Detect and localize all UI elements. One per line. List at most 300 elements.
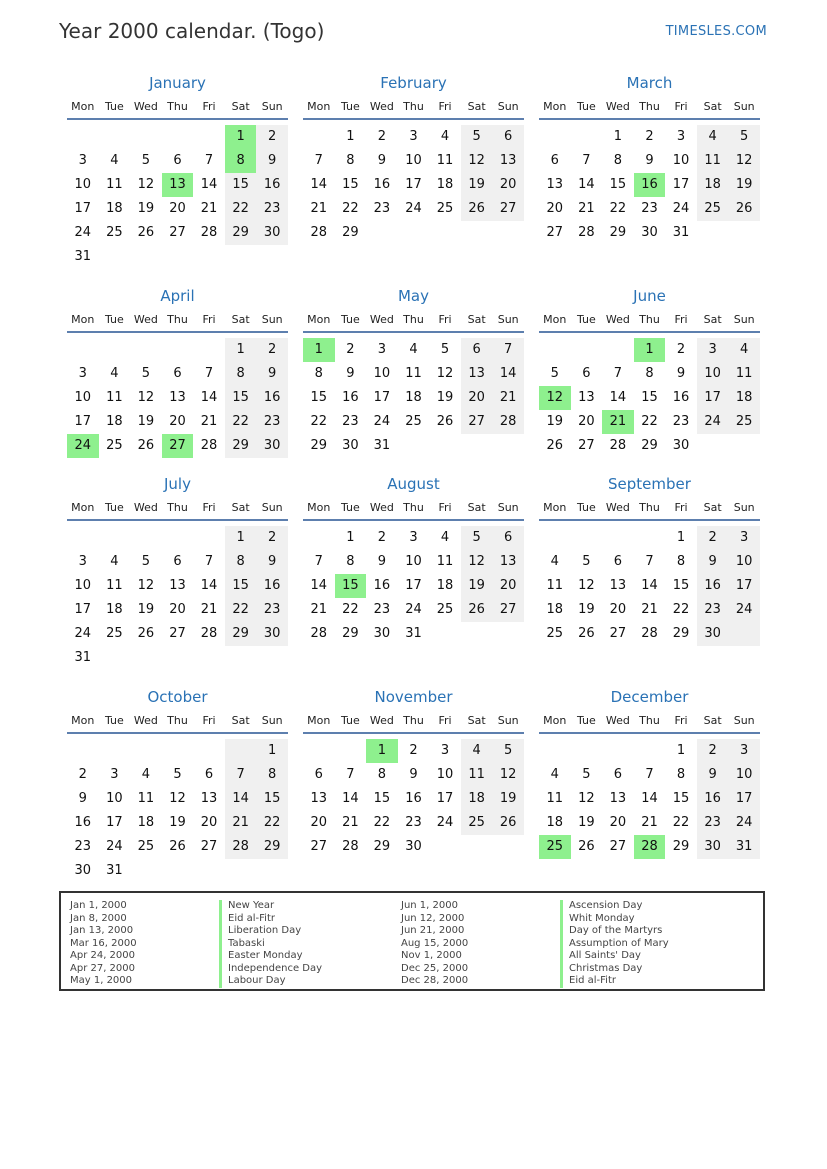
weekday-label: Tue: [340, 501, 360, 514]
day-cell: 6: [472, 342, 481, 357]
day-cell: 3: [78, 153, 87, 168]
day-cell: 19: [169, 815, 186, 830]
month-name: February: [380, 74, 447, 92]
legend-date: Jun 1, 2000: [401, 900, 458, 911]
day-cell: 26: [436, 414, 454, 429]
day-cell: 2: [268, 129, 277, 144]
day-cell: 25: [735, 414, 753, 429]
day-cell: 31: [74, 249, 92, 264]
day-cell: 3: [440, 743, 450, 758]
day-cell: 12: [578, 791, 595, 806]
weekday-label: Mon: [71, 714, 95, 727]
day-cell: 16: [672, 390, 690, 405]
day-cell: 29: [672, 839, 690, 854]
day-cell: 14: [310, 177, 328, 192]
day-cell: 25: [704, 201, 721, 216]
day-cell: 14: [641, 791, 658, 806]
holiday-day-cell: 28: [634, 835, 666, 859]
day-cell: 11: [106, 390, 123, 405]
day-cell: 4: [550, 554, 559, 569]
legend-holiday-name: Day of the Martyrs: [569, 925, 663, 936]
day-cell: 30: [263, 438, 281, 453]
day-cell: 11: [436, 554, 454, 569]
month-name: July: [164, 475, 191, 493]
day-cell: 31: [373, 438, 391, 453]
day-cell: 24: [704, 414, 721, 429]
weekday-label: Wed: [605, 313, 630, 326]
holiday-day-cell: 16: [634, 173, 666, 197]
weekday-label: Sun: [497, 501, 519, 514]
day-cell: 10: [74, 578, 92, 593]
weekday-header: [539, 714, 760, 734]
day-cell: 15: [342, 177, 359, 192]
weekday-label: Thu: [639, 501, 660, 514]
weekday-label: Thu: [639, 714, 660, 727]
day-cell: 22: [672, 602, 690, 617]
legend-holiday-name: Eid al-Fitr: [228, 912, 275, 924]
legend-names-right: [560, 900, 669, 988]
weekday-label: Sun: [733, 714, 755, 727]
weekday-label: Mon: [307, 501, 331, 514]
day-cell: 27: [499, 201, 517, 216]
day-cell: 4: [409, 342, 418, 357]
day-cell: 5: [740, 129, 749, 144]
weekday-label: Tue: [104, 100, 124, 113]
month-name: January: [149, 74, 206, 92]
day-cell: 22: [342, 602, 359, 617]
weekday-label: Tue: [340, 100, 360, 113]
day-cell: 10: [405, 153, 422, 168]
legend-date: Nov 1, 2000: [401, 950, 462, 961]
legend-date: Jan 1, 2000: [70, 900, 127, 911]
day-cell: 13: [578, 390, 595, 405]
day-cell: 19: [735, 177, 753, 192]
day-cell: 27: [546, 225, 564, 240]
day-cell: 8: [676, 554, 686, 569]
weekday-label: Mon: [543, 501, 567, 514]
day-cell: 6: [613, 767, 623, 782]
weekday-header: [303, 313, 524, 333]
weekday-label: Mon: [543, 714, 567, 727]
legend-date: Jan 13, 2000: [70, 925, 134, 936]
day-cell: 23: [263, 201, 281, 216]
day-cell: 16: [704, 578, 721, 593]
day-cell: 21: [641, 602, 658, 617]
day-cell: 8: [314, 366, 323, 381]
day-cell: 20: [310, 815, 328, 830]
day-cell: 7: [645, 767, 654, 782]
day-cell: 11: [735, 366, 753, 381]
day-cell: 1: [236, 342, 245, 357]
weekday-label: Tue: [576, 501, 596, 514]
legend-holiday-name: Assumption of Mary: [569, 937, 669, 949]
weekday-label: Sat: [467, 501, 486, 514]
day-cell: 26: [468, 602, 485, 617]
weekday-label: Sat: [703, 100, 722, 113]
day-cell: 15: [232, 578, 249, 593]
day-cell: 1: [346, 530, 355, 545]
legend-holiday-name: Ascension Day: [569, 900, 643, 911]
holiday-day-cell: 27: [162, 434, 194, 458]
day-cell: 31: [735, 839, 753, 854]
day-cell: 10: [672, 153, 690, 168]
day-cell: 17: [74, 414, 92, 429]
weekday-label: Wed: [133, 501, 158, 514]
day-cell: 2: [268, 342, 277, 357]
weekday-label: Sat: [703, 313, 722, 326]
day-cell: 17: [704, 390, 721, 405]
weekday-label: Sun: [261, 313, 283, 326]
day-cell: 28: [499, 414, 517, 429]
day-cell: 30: [704, 839, 721, 854]
holiday-day-cell: 1: [303, 338, 335, 362]
weekday-label: Sat: [703, 501, 722, 514]
day-cell: 30: [405, 839, 422, 854]
day-cell: 4: [440, 129, 450, 144]
day-cell: 30: [672, 438, 690, 453]
weekday-label: Tue: [104, 714, 124, 727]
day-cell: 12: [468, 554, 485, 569]
day-cell: 13: [169, 578, 186, 593]
day-cell: 11: [468, 767, 485, 782]
day-cell: 24: [436, 815, 454, 830]
day-cell: 7: [504, 342, 513, 357]
day-cell: 5: [472, 129, 481, 144]
legend-date: Dec 28, 2000: [401, 975, 469, 986]
weekday-label: Fri: [202, 501, 216, 514]
day-cell: 11: [137, 791, 155, 806]
day-cell: 22: [232, 414, 249, 429]
day-cell: 13: [609, 578, 627, 593]
day-cell: 6: [314, 767, 323, 782]
day-cell: 12: [137, 390, 155, 405]
holiday-day-cell: 24: [67, 434, 99, 458]
weekday-label: Mon: [307, 313, 331, 326]
day-cell: 29: [263, 839, 281, 854]
weekday-label: Thu: [167, 501, 188, 514]
day-cell: 21: [200, 602, 218, 617]
day-cell: 8: [346, 153, 355, 168]
day-cell: 23: [641, 201, 658, 216]
weekday-header: [539, 100, 760, 120]
day-cell: 26: [735, 201, 753, 216]
weekday-label: Wed: [133, 100, 158, 113]
day-cell: 2: [676, 342, 686, 357]
day-cell: 4: [472, 743, 481, 758]
day-cell: 16: [74, 815, 92, 830]
weekday-label: Fri: [438, 501, 452, 514]
day-cell: 28: [232, 839, 249, 854]
day-cell: 14: [200, 578, 218, 593]
day-cell: 24: [405, 201, 422, 216]
day-cell: 22: [641, 414, 658, 429]
day-cell: 31: [74, 650, 92, 665]
day-cell: 4: [708, 129, 717, 144]
day-cell: 2: [645, 129, 654, 144]
day-cell: 25: [436, 201, 454, 216]
legend-holiday-name: Whit Monday: [569, 912, 635, 924]
day-cell: 15: [672, 791, 690, 806]
day-cell: 7: [582, 153, 591, 168]
day-cell: 1: [676, 743, 686, 758]
weekday-header: [539, 313, 760, 333]
weekday-label: Fri: [438, 313, 452, 326]
day-cell: 23: [373, 201, 391, 216]
day-cell: 10: [735, 554, 753, 569]
day-cell: 14: [310, 578, 328, 593]
weekday-label: Thu: [167, 714, 188, 727]
day-cell: 1: [268, 743, 277, 758]
day-cell: 19: [578, 602, 595, 617]
day-cell: 2: [409, 743, 418, 758]
holiday-day-cell: 8: [225, 149, 257, 173]
day-cell: 14: [499, 366, 517, 381]
day-cell: 22: [232, 602, 249, 617]
day-cell: 21: [641, 815, 658, 830]
weekday-header: [67, 100, 288, 120]
day-cell: 14: [609, 390, 627, 405]
day-cell: 24: [74, 626, 92, 641]
day-cell: 11: [546, 578, 564, 593]
weekday-label: Fri: [674, 714, 688, 727]
day-cell: 12: [468, 153, 485, 168]
day-cell: 28: [200, 225, 218, 240]
brand-link[interactable]: TIMESLES.COM: [665, 24, 767, 39]
day-cell: 21: [310, 602, 328, 617]
month-name: October: [147, 688, 208, 706]
legend-holiday-name: All Saints' Day: [569, 950, 641, 961]
weekday-label: Sat: [467, 313, 486, 326]
legend-date: Mar 16, 2000: [70, 937, 137, 949]
day-cell: 5: [472, 530, 481, 545]
day-cell: 19: [578, 815, 595, 830]
day-cell: 14: [342, 791, 359, 806]
weekday-header: [539, 501, 760, 521]
day-cell: 3: [708, 342, 717, 357]
day-cell: 10: [74, 177, 92, 192]
day-cell: 12: [137, 177, 155, 192]
weekday-label: Thu: [167, 100, 188, 113]
day-cell: 19: [137, 414, 155, 429]
month-name: September: [608, 475, 691, 493]
day-cell: 6: [582, 366, 591, 381]
day-cell: 3: [409, 129, 418, 144]
day-cell: 29: [641, 438, 658, 453]
day-cell: 30: [74, 863, 92, 878]
weekday-label: Sun: [261, 501, 283, 514]
day-cell: 5: [141, 366, 151, 381]
day-cell: 5: [504, 743, 513, 758]
day-cell: 13: [310, 791, 328, 806]
day-cell: 22: [609, 201, 627, 216]
day-cell: 18: [704, 177, 721, 192]
day-cell: 16: [373, 578, 391, 593]
day-cell: 2: [78, 767, 87, 782]
weekday-label: Tue: [576, 313, 596, 326]
day-cell: 23: [342, 414, 359, 429]
day-cell: 9: [676, 366, 686, 381]
day-cell: 24: [74, 225, 92, 240]
day-cell: 11: [704, 153, 721, 168]
day-cell: 26: [137, 626, 155, 641]
day-cell: 20: [578, 414, 595, 429]
day-cell: 7: [204, 366, 214, 381]
day-cell: 17: [373, 390, 391, 405]
day-cell: 24: [405, 602, 422, 617]
day-cell: 15: [609, 177, 627, 192]
legend-dates-right: [401, 900, 468, 988]
day-cell: 3: [676, 129, 686, 144]
holiday-day-cell: 25: [539, 835, 571, 859]
day-cell: 19: [137, 602, 155, 617]
day-cell: 19: [546, 414, 564, 429]
day-cell: 17: [74, 201, 92, 216]
month-name: November: [374, 688, 453, 706]
day-cell: 18: [436, 177, 454, 192]
day-cell: 16: [263, 390, 281, 405]
weekday-label: Mon: [307, 714, 331, 727]
day-cell: 11: [436, 153, 454, 168]
weekday-label: Fri: [438, 714, 452, 727]
day-cell: 25: [106, 626, 123, 641]
day-cell: 17: [74, 602, 92, 617]
day-cell: 15: [232, 390, 249, 405]
day-cell: 25: [137, 839, 155, 854]
weekday-header: [67, 313, 288, 333]
day-cell: 28: [200, 626, 218, 641]
day-cell: 7: [236, 767, 245, 782]
day-cell: 31: [405, 626, 422, 641]
weekday-label: Fri: [438, 100, 452, 113]
day-cell: 9: [708, 767, 717, 782]
day-cell: 2: [268, 530, 277, 545]
holiday-day-cell: 12: [539, 386, 571, 410]
day-cell: 24: [672, 201, 690, 216]
day-cell: 28: [609, 438, 627, 453]
day-cell: 14: [200, 390, 218, 405]
month-name: May: [397, 287, 429, 305]
day-cell: 13: [609, 791, 627, 806]
day-cell: 30: [641, 225, 658, 240]
day-cell: 27: [468, 414, 485, 429]
weekday-label: Tue: [340, 313, 360, 326]
day-cell: 9: [346, 366, 355, 381]
day-cell: 25: [106, 438, 123, 453]
weekday-label: Thu: [403, 714, 424, 727]
day-cell: 9: [78, 791, 87, 806]
day-cell: 24: [373, 414, 391, 429]
weekday-label: Fri: [202, 313, 216, 326]
weekday-label: Tue: [340, 714, 360, 727]
day-cell: 4: [110, 554, 119, 569]
day-cell: 8: [645, 366, 654, 381]
day-cell: 21: [200, 414, 218, 429]
weekday-label: Mon: [543, 313, 567, 326]
day-cell: 21: [578, 201, 595, 216]
day-cell: 5: [582, 767, 591, 782]
day-cell: 16: [405, 791, 422, 806]
day-cell: 21: [310, 201, 328, 216]
day-cell: 28: [200, 438, 218, 453]
month-name: June: [633, 287, 666, 305]
month-name: August: [387, 475, 440, 493]
day-cell: 21: [200, 201, 218, 216]
day-cell: 26: [468, 201, 485, 216]
day-cell: 27: [310, 839, 328, 854]
day-cell: 3: [409, 530, 418, 545]
day-cell: 20: [609, 815, 627, 830]
day-cell: 25: [106, 225, 123, 240]
day-cell: 9: [645, 153, 654, 168]
day-cell: 12: [169, 791, 186, 806]
day-cell: 12: [137, 578, 155, 593]
day-cell: 12: [499, 767, 517, 782]
day-cell: 10: [373, 366, 391, 381]
day-cell: 28: [310, 225, 328, 240]
day-cell: 18: [436, 578, 454, 593]
day-cell: 7: [314, 153, 323, 168]
holiday-day-cell: 13: [162, 173, 194, 197]
day-cell: 15: [672, 578, 690, 593]
day-cell: 27: [609, 839, 627, 854]
day-cell: 10: [704, 366, 721, 381]
day-cell: 11: [546, 791, 564, 806]
day-cell: 27: [609, 626, 627, 641]
day-cell: 10: [405, 554, 422, 569]
day-cell: 9: [409, 767, 418, 782]
weekday-label: Fri: [202, 714, 216, 727]
day-cell: 28: [578, 225, 595, 240]
holiday-day-cell: 1: [366, 739, 398, 763]
day-cell: 20: [468, 390, 485, 405]
day-cell: 15: [373, 791, 391, 806]
day-cell: 18: [106, 201, 123, 216]
day-cell: 10: [735, 767, 753, 782]
day-cell: 28: [641, 626, 658, 641]
day-cell: 8: [346, 554, 355, 569]
day-cell: 8: [236, 366, 245, 381]
weekday-label: Fri: [674, 313, 688, 326]
day-cell: 18: [405, 390, 422, 405]
day-cell: 29: [232, 626, 249, 641]
weekday-label: Wed: [369, 100, 394, 113]
day-cell: 24: [735, 815, 753, 830]
day-cell: 20: [169, 201, 186, 216]
day-cell: 3: [377, 342, 387, 357]
day-cell: 26: [499, 815, 517, 830]
day-cell: 8: [676, 767, 686, 782]
day-cell: 22: [232, 201, 249, 216]
day-cell: 7: [204, 153, 214, 168]
weekday-label: Sun: [733, 501, 755, 514]
weekday-label: Sat: [231, 501, 250, 514]
day-cell: 13: [546, 177, 564, 192]
day-cell: 6: [504, 129, 513, 144]
weekday-label: Sat: [231, 714, 250, 727]
day-cell: 22: [310, 414, 328, 429]
weekday-label: Thu: [403, 501, 424, 514]
day-cell: 7: [314, 554, 323, 569]
day-cell: 18: [106, 602, 123, 617]
holiday-day-cell: 15: [335, 574, 367, 598]
day-cell: 9: [708, 554, 717, 569]
day-cell: 17: [405, 578, 422, 593]
day-cell: 13: [200, 791, 218, 806]
day-cell: 1: [346, 129, 355, 144]
day-cell: 25: [436, 602, 454, 617]
day-cell: 4: [110, 366, 119, 381]
day-cell: 9: [268, 366, 277, 381]
